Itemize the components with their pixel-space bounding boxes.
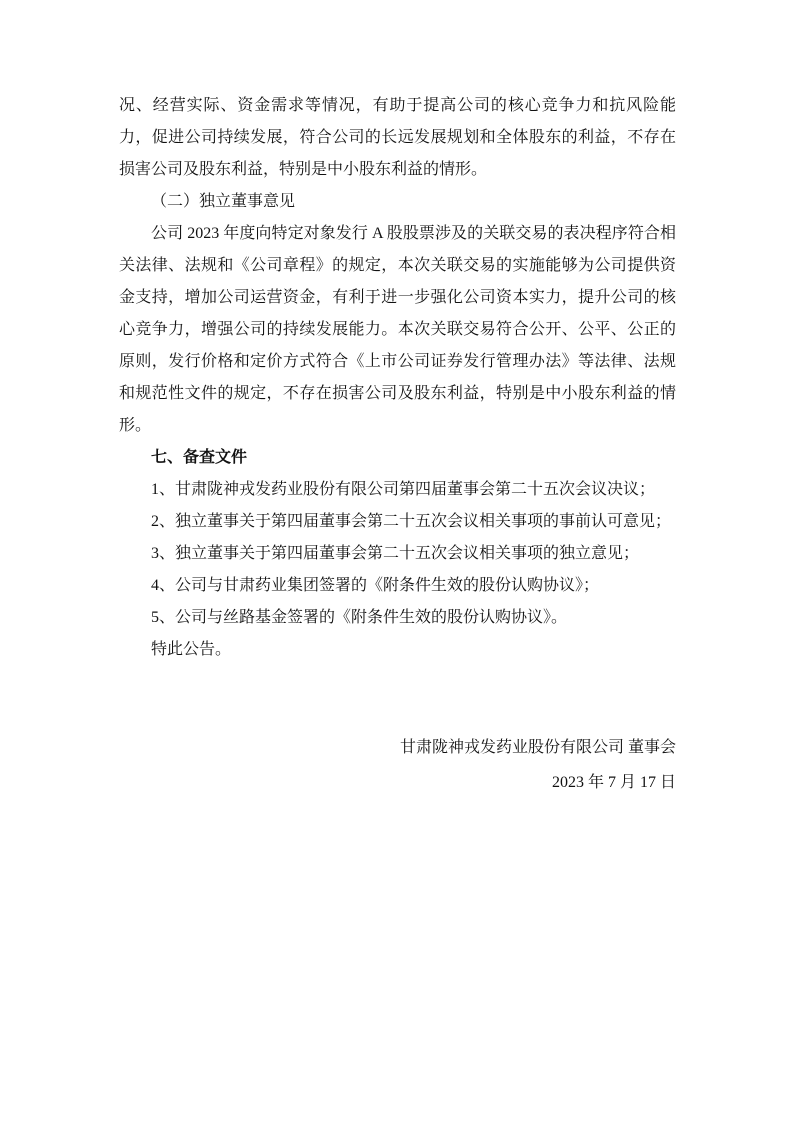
signature-date: 2023 年 7 月 17 日 [551,774,676,791]
section-heading-reference-documents: 七、备查文件 [151,449,248,466]
list-item-gansu-pharma-agreement: 4、公司与甘肃药业集团签署的《附条件生效的股份认购协议》； [151,577,600,594]
paragraph-independent-director-opinion: 公司 2023 年度向特定对象发行 A 股股票涉及的关联交易的表决程序符合相关法律、法规和《公司章程》的规定，本次关联交易的实施能够为公司提供资金支持，增加公司运营资金，有利于进一步强化公司资本实力，提升公司的核心竞争力，增强公司的持续发展能力。本次关联交易符合公开、公平、公正的原则，发行价格和定价方式符合《上市公司证券发行管理办法》等法律、法规和规范性文件的规定，不存在损害公司及股东利益，特别是中小股东利益的情形。 [119,225,676,434]
reference-documents-list [119,474,676,634]
signature-company-board: 甘肃陇神戎发药业股份有限公司 董事会 [399,739,676,756]
subsection-heading-independent-director-opinion: （二）独立董事意见 [151,193,296,210]
list-item-prior-approval-opinion: 2、独立董事关于第四届董事会第二十五次会议相关事项的事前认可意见； [151,513,672,530]
signature-block [119,730,676,800]
list-item-independent-opinion: 3、独立董事关于第四届董事会第二十五次会议相关事项的独立意见； [151,545,640,562]
list-item-board-resolution: 1、甘肃陇神戎发药业股份有限公司第四届董事会第二十五次会议决议； [151,481,656,498]
list-item-silk-road-fund-agreement: 5、公司与丝路基金签署的《附条件生效的股份认购协议》。 [151,609,568,626]
closing-statement: 特此公告。 [151,641,232,658]
paragraph-continuation: 况、经营实际、资金需求等情况，有助于提高公司的核心竞争力和抗风险能力，促进公司持续发展，符合公司的长远发展规划和全体股东的利益，不存在损害公司及股东利益，特别是中小股东利益的情形。 [119,97,676,178]
